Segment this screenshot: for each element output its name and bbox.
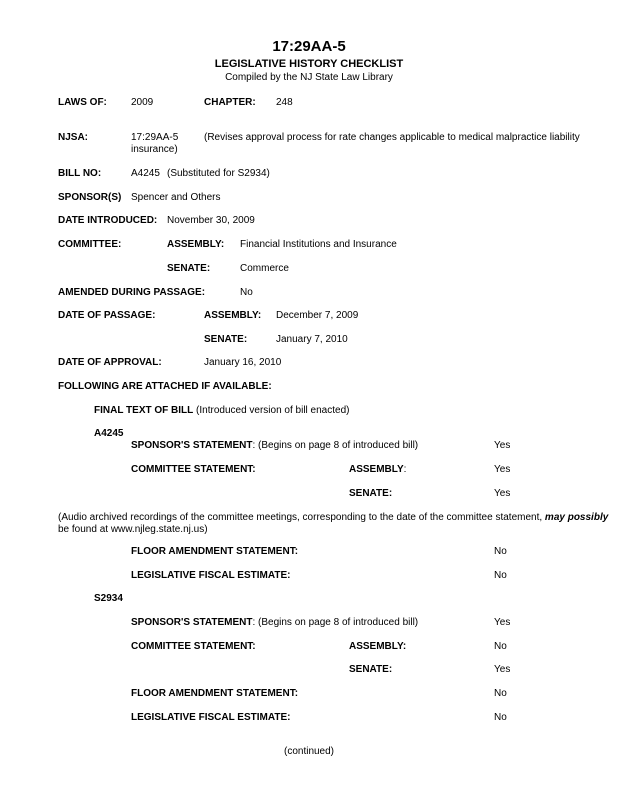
page-title: 17:29AA-5 bbox=[272, 38, 346, 55]
s2934-senate-label: SENATE: bbox=[349, 664, 393, 675]
passage-senate-label: SENATE: bbox=[204, 334, 248, 345]
committee-assembly-value: Financial Institutions and Insurance bbox=[240, 239, 397, 250]
chapter-label: CHAPTER: bbox=[204, 97, 256, 108]
a4245-fiscal-label: LEGISLATIVE FISCAL ESTIMATE: bbox=[131, 570, 291, 581]
njsa-value: 17:29AA-5 bbox=[131, 132, 179, 143]
passage-assembly-label: ASSEMBLY: bbox=[204, 310, 262, 321]
sponsors-label: SPONSOR(S) bbox=[58, 192, 122, 203]
a4245-senate-label: SENATE: bbox=[349, 488, 393, 499]
final-text-row bbox=[94, 405, 349, 416]
a4245-sponsor-note: : (Begins on page 8 of introduced bill) bbox=[252, 440, 419, 451]
continued-note: (continued) bbox=[283, 746, 335, 757]
s2934-assembly-value: No bbox=[494, 641, 507, 652]
s2934-assembly-label: ASSEMBLY: bbox=[349, 641, 407, 652]
audio-note-emphasis: may possibly bbox=[544, 512, 609, 523]
audio-note-text: (Audio archived recordings of the committee meetings, corresponding to the date of the committee statement, bbox=[58, 512, 545, 523]
final-text-note: (Introduced version of bill enacted) bbox=[196, 405, 350, 416]
laws-of-label: LAWS OF: bbox=[58, 97, 107, 108]
date-introduced-label: DATE INTRODUCED: bbox=[58, 215, 158, 226]
chapter-value: 248 bbox=[276, 97, 293, 108]
s2934-senate-value: Yes bbox=[494, 664, 511, 675]
a4245-assembly bbox=[349, 464, 406, 475]
s2934-sponsor-value: Yes bbox=[494, 617, 511, 628]
s2934-floor-label: FLOOR AMENDMENT STATEMENT: bbox=[131, 688, 299, 699]
passage-label: DATE OF PASSAGE: bbox=[58, 310, 156, 321]
a4245-floor-label: FLOOR AMENDMENT STATEMENT: bbox=[131, 546, 299, 557]
sponsors-value: Spencer and Others bbox=[131, 192, 221, 203]
a4245-committee-label: COMMITTEE STATEMENT: bbox=[131, 464, 256, 475]
following-heading: FOLLOWING ARE ATTACHED IF AVAILABLE: bbox=[58, 381, 272, 392]
s2934-fiscal-label: LEGISLATIVE FISCAL ESTIMATE: bbox=[131, 712, 291, 723]
a4245-assembly-value: Yes bbox=[494, 464, 511, 475]
a4245-sponsor-label: SPONSOR'S STATEMENT bbox=[131, 440, 253, 451]
a4245-senate-value: Yes bbox=[494, 488, 511, 499]
approval-label: DATE OF APPROVAL: bbox=[58, 357, 162, 368]
approval-value: January 16, 2010 bbox=[204, 357, 282, 368]
s2934-sponsor-label: SPONSOR'S STATEMENT bbox=[131, 617, 253, 628]
amended-label: AMENDED DURING PASSAGE: bbox=[58, 287, 206, 298]
final-text-label: FINAL TEXT OF BILL bbox=[94, 405, 194, 416]
njsa-description: (Revises approval process for rate changes applicable to medical malpractice liability bbox=[204, 132, 580, 143]
s2934-floor-value: No bbox=[494, 688, 507, 699]
a4245-assembly-label: ASSEMBLY bbox=[349, 464, 404, 475]
njsa-description-cont: insurance) bbox=[131, 144, 178, 155]
a4245-floor-value: No bbox=[494, 546, 507, 557]
committee-assembly-label: ASSEMBLY: bbox=[167, 239, 225, 250]
audio-note-line1 bbox=[58, 512, 608, 523]
njsa-label: NJSA: bbox=[58, 132, 89, 143]
bill-no-label: BILL NO: bbox=[58, 168, 102, 179]
a4245-sponsor-value: Yes bbox=[494, 440, 511, 451]
bill-s2934-heading: S2934 bbox=[94, 593, 123, 604]
date-introduced-value: November 30, 2009 bbox=[167, 215, 255, 226]
s2934-sponsor-note: : (Begins on page 8 of introduced bill) bbox=[252, 617, 419, 628]
s2934-fiscal-value: No bbox=[494, 712, 507, 723]
bill-a4245-heading: A4245 bbox=[94, 428, 124, 439]
s2934-sponsor-statement bbox=[131, 617, 418, 628]
a4245-sponsor-statement bbox=[131, 440, 418, 451]
bill-no-note: (Substituted for S2934) bbox=[167, 168, 270, 179]
committee-senate-value: Commerce bbox=[240, 263, 289, 274]
a4245-assembly-colon: : bbox=[403, 464, 407, 475]
amended-value: No bbox=[240, 287, 253, 298]
passage-senate-value: January 7, 2010 bbox=[276, 334, 348, 345]
committee-label: COMMITTEE: bbox=[58, 239, 122, 250]
s2934-committee-label: COMMITTEE STATEMENT: bbox=[131, 641, 256, 652]
passage-assembly-value: December 7, 2009 bbox=[276, 310, 359, 321]
a4245-fiscal-value: No bbox=[494, 570, 507, 581]
compiled-by: Compiled by the NJ State Law Library bbox=[225, 72, 393, 83]
laws-of-value: 2009 bbox=[131, 97, 154, 108]
bill-no-value: A4245 bbox=[131, 168, 160, 179]
page-subtitle: LEGISLATIVE HISTORY CHECKLIST bbox=[214, 58, 404, 70]
audio-note-line2: be found at www.njleg.state.nj.us) bbox=[58, 524, 208, 535]
committee-senate-label: SENATE: bbox=[167, 263, 211, 274]
